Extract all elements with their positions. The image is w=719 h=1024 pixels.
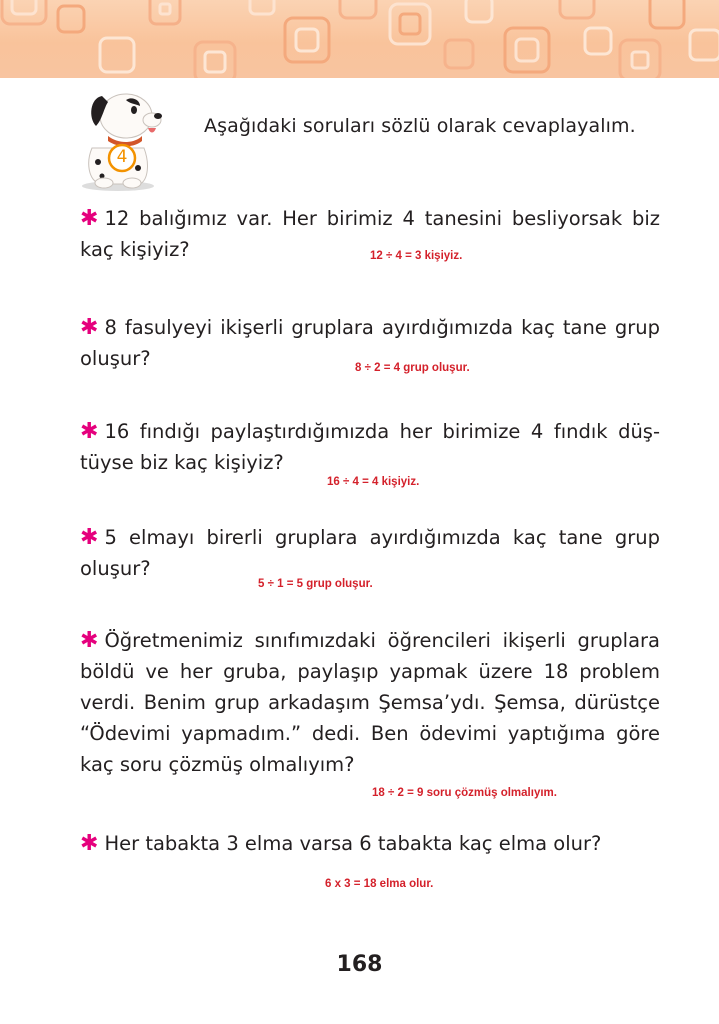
answer-3: 16 ÷ 4 = 4 kişiyiz. <box>327 476 420 488</box>
badge-number: 4 <box>116 147 128 167</box>
question-5 <box>80 625 660 780</box>
question-text: 8 fasulyeyi ikişerli gruplara ayırdığımızda kaç tane grup oluşur? <box>80 316 660 370</box>
question-text: 12 balığımız var. Her birimiz 4 tanesini besliyorsak biz kaç kişiyiz? <box>80 207 660 261</box>
dalmatian-dog-icon <box>78 88 170 192</box>
star-bullet-icon: ✱ <box>80 206 99 231</box>
instruction-text: Aşağıdaki soruları sözlü olarak cevaplayalım. <box>204 115 636 137</box>
star-bullet-icon: ✱ <box>80 831 99 856</box>
question-3 <box>80 416 660 478</box>
answer-1: 12 ÷ 4 = 3 kişiyiz. <box>370 250 463 262</box>
star-bullet-icon: ✱ <box>80 315 99 340</box>
decorative-banner <box>0 0 719 78</box>
question-text: 5 elmayı birerli gruplara ayırdığımızda kaç tane grup oluşur? <box>80 526 660 580</box>
question-4 <box>80 522 660 584</box>
star-bullet-icon: ✱ <box>80 525 99 550</box>
page-number: 168 <box>336 952 383 977</box>
star-bullet-icon: ✱ <box>80 628 99 653</box>
banner-squares-pattern <box>0 0 719 78</box>
question-text: Her tabakta 3 elma varsa 6 tabakta kaç elma olur? <box>104 832 602 855</box>
question-text: Öğretmenimiz sınıfımızdaki öğrencileri ikişerli gruplara böldü ve her gruba, paylaşıp yapmak üzere 18 problem verdi. Benim grup arkadaşım Şemsa’ydı. Şemsa, dürüstçe “Ödevimi yapmadım.” dedi. Ben ödevimi yaptığıma göre kaç soru çözmüş olmalıyım? <box>80 629 660 776</box>
answer-4: 5 ÷ 1 = 5 grup oluşur. <box>258 578 373 590</box>
answer-2: 8 ÷ 2 = 4 grup oluşur. <box>355 362 470 374</box>
answer-6: 6 x 3 = 18 elma olur. <box>325 878 434 890</box>
question-6 <box>80 828 660 859</box>
star-bullet-icon: ✱ <box>80 419 99 444</box>
answer-5: 18 ÷ 2 = 9 soru çözmüş olmalıyım. <box>372 787 557 799</box>
question-text: 16 fındığı paylaştırdığımızda her birimize 4 fındık düş- tüyse biz kaç kişiyiz? <box>80 420 660 474</box>
